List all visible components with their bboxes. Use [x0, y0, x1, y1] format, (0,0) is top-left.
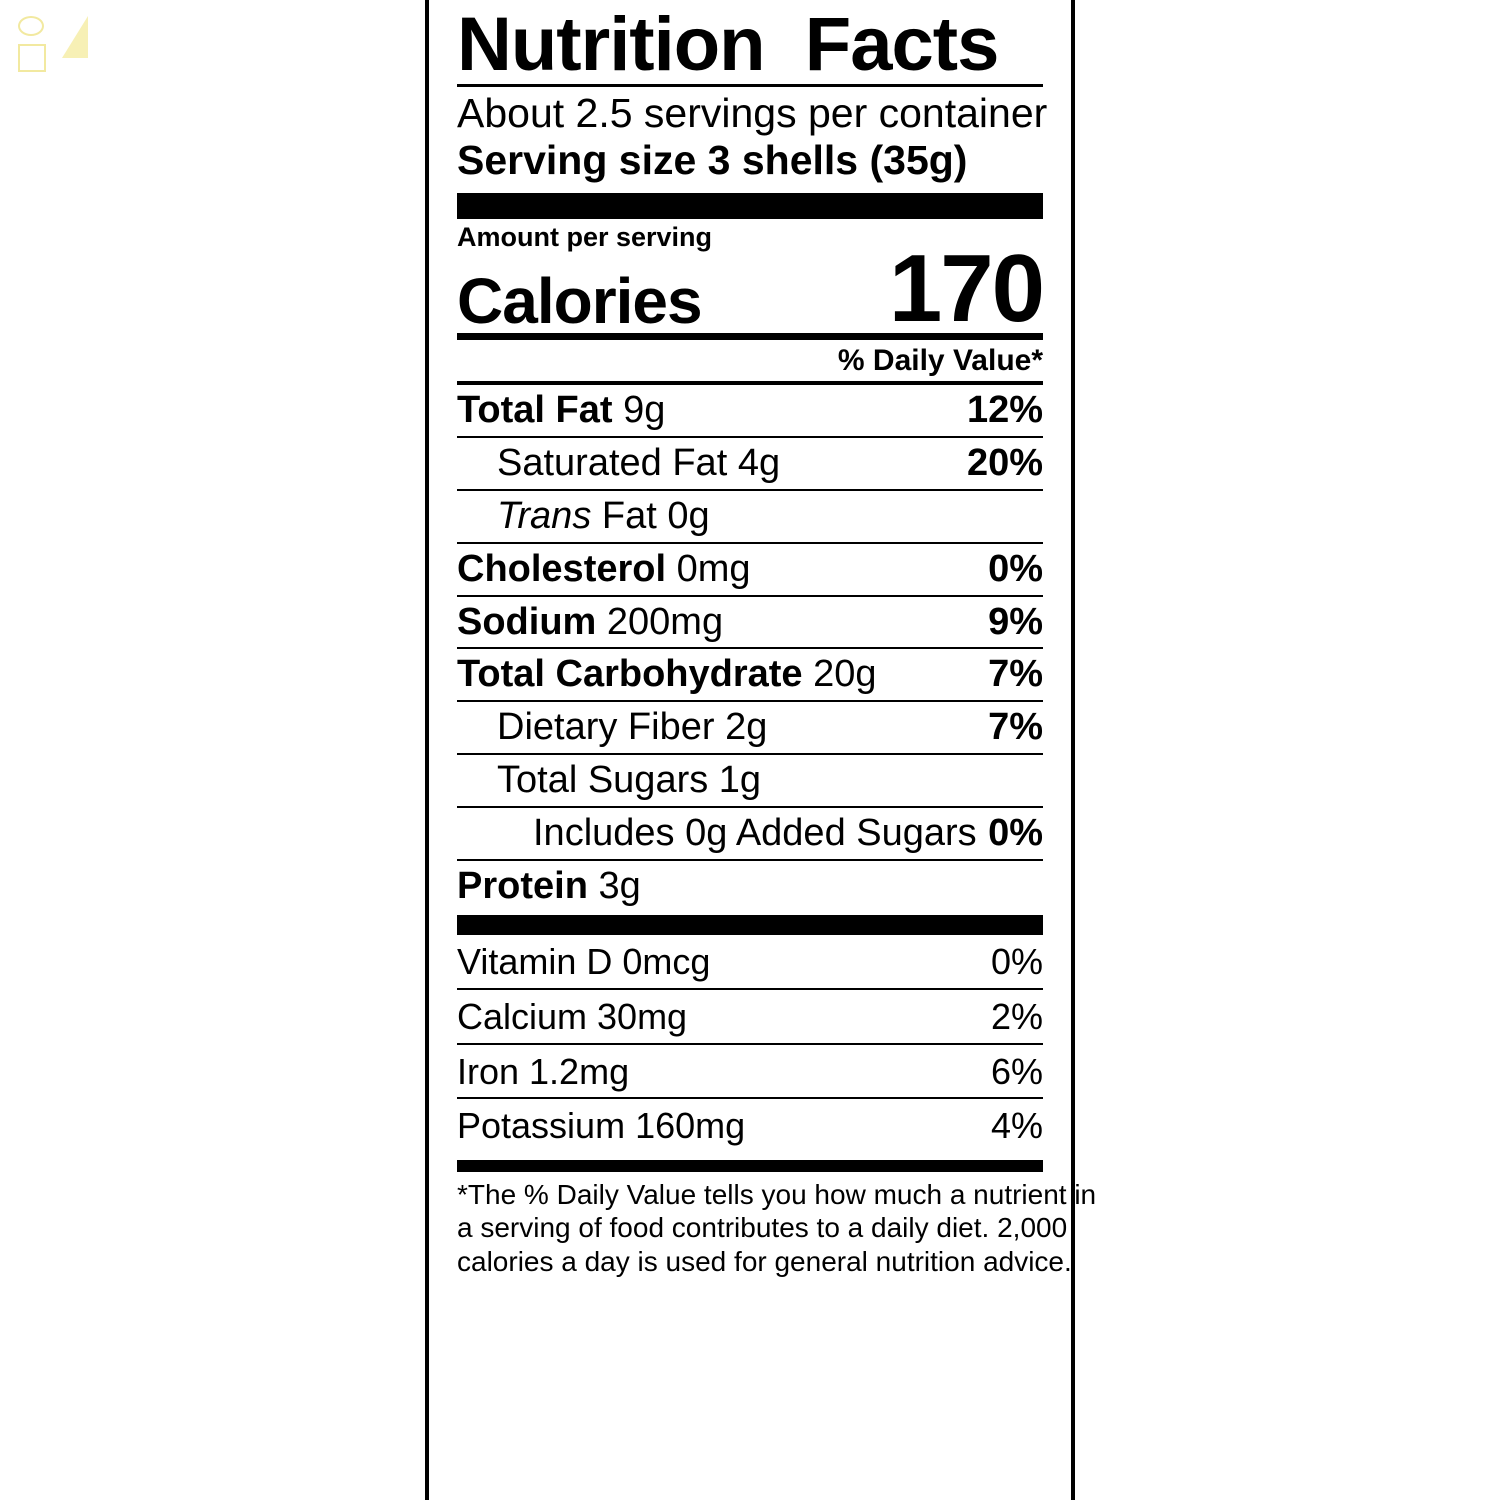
nutrient-dv: 0% [988, 547, 1043, 590]
thick-divider-middle [457, 915, 1043, 935]
vitamin-name: Potassium 160mg [457, 1105, 746, 1147]
table-row [457, 755, 1043, 808]
nutrient-name: Total Carbohydrate 20g [457, 653, 877, 696]
nutrient-name: Sodium 200mg [457, 600, 724, 643]
vitamin-dv: 4% [990, 1105, 1043, 1147]
table-row [457, 438, 1043, 491]
decorative-corner-marks [14, 14, 114, 84]
nutrient-dv: 7% [988, 653, 1043, 696]
nutrient-name: Dietary Fiber 2g [497, 706, 768, 749]
footnote-line-2: a serving of food contributes to a daily diet. 2,000 [457, 1212, 1068, 1244]
nutrient-dv: 12% [966, 389, 1043, 432]
table-row [457, 1045, 1043, 1100]
circle-shape-icon [18, 16, 44, 36]
nutrition-facts-panel [425, 0, 1097, 1500]
vitamin-name: Vitamin D 0mcg [457, 941, 711, 983]
table-row [457, 935, 1043, 990]
table-row [457, 649, 1043, 702]
nutrient-name: Saturated Fat 4g [497, 442, 781, 485]
calories-value: 170 [888, 235, 1043, 343]
servings-per-container: About 2.5 servings per container [457, 90, 1048, 137]
nutrient-dv: 0% [988, 811, 1043, 854]
square-shape-icon [18, 44, 46, 72]
table-row [457, 597, 1043, 650]
triangle-shape-icon [62, 16, 88, 58]
table-row [457, 385, 1043, 438]
nutrient-name: Trans Fat 0g [497, 495, 710, 538]
calories-label: Calories [457, 265, 702, 338]
nutrient-name: Total Fat 9g [457, 389, 666, 432]
thick-divider-bottom [457, 1160, 1043, 1172]
table-row [457, 702, 1043, 755]
page-title: Nutrition Facts [457, 2, 999, 87]
nutrient-name: Includes 0g Added Sugars [533, 811, 977, 854]
table-row [457, 990, 1043, 1045]
thick-divider-top [457, 193, 1043, 219]
nutrient-name: Total Sugars 1g [497, 759, 762, 802]
table-row [457, 544, 1043, 597]
nutrient-name: Cholesterol 0mg [457, 547, 751, 590]
nutrient-dv: 20% [966, 442, 1043, 485]
vitamin-dv: 0% [990, 941, 1043, 983]
table-row [457, 808, 1043, 861]
footnote-line-1: *The % Daily Value tells you how much a nutrient in [457, 1178, 1097, 1210]
nutrient-dv: 9% [988, 600, 1043, 643]
vitamin-dv: 6% [990, 1050, 1043, 1092]
table-row [457, 861, 1043, 910]
serving-size: Serving size 3 shells (35g) [457, 136, 968, 183]
table-row [457, 1099, 1043, 1152]
table-row [457, 491, 1043, 544]
vitamin-name: Iron 1.2mg [457, 1050, 630, 1092]
amount-per-serving-label: Amount per serving [457, 221, 713, 252]
daily-value-header: % Daily Value* [457, 340, 1043, 385]
vitamin-dv: 2% [990, 996, 1043, 1038]
nutrient-name: Protein 3g [457, 864, 641, 907]
nutrient-dv: 7% [988, 706, 1043, 749]
footnote-line-3: calories a day is used for general nutrition advice. [457, 1246, 1072, 1278]
daily-value-footnote [457, 1178, 1097, 1279]
vitamin-name: Calcium 30mg [457, 996, 688, 1038]
